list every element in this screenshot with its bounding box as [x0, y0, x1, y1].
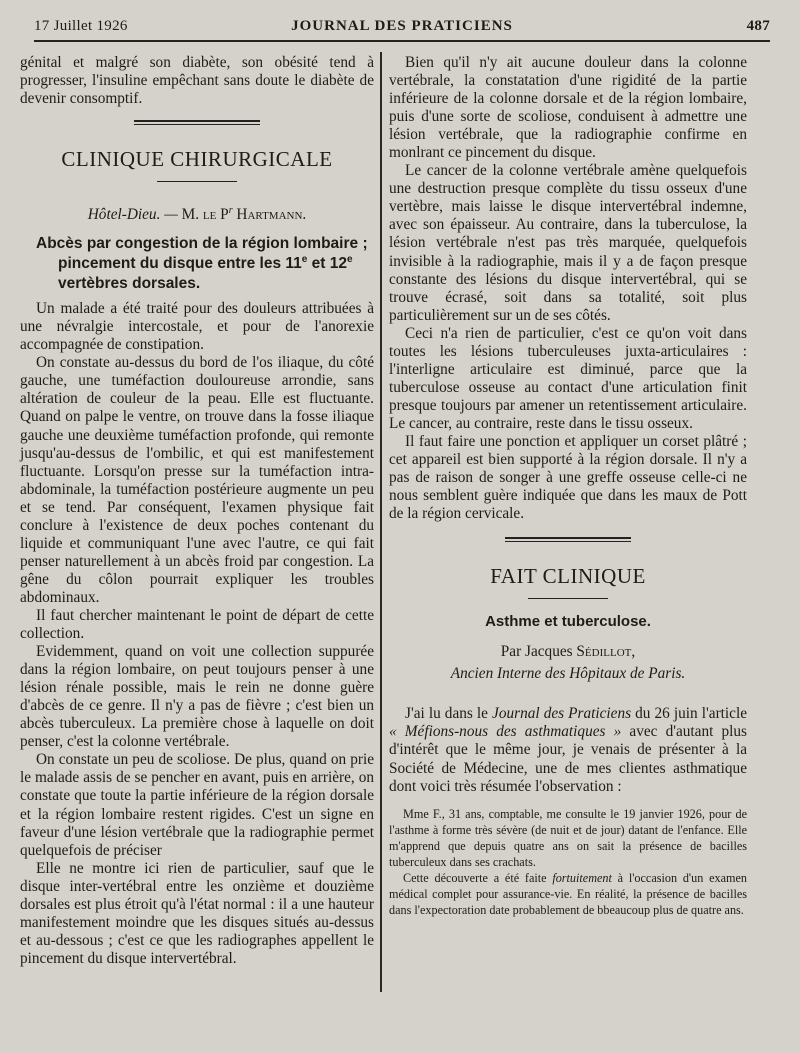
double-rule [505, 537, 631, 542]
case-title-asthme: Asthme et tuberculose. [485, 613, 651, 631]
body-text: J'ai lu dans le [405, 705, 493, 723]
case-title-text: et 12 [307, 255, 347, 273]
article-reference: « Méfions-nous des asthmatiques » [389, 723, 622, 741]
author-affiliation: Ancien Interne des Hôpitaux de Paris. [450, 665, 686, 683]
observation-italic: fortuitement [552, 870, 612, 885]
body-paragraph: Le cancer de la colonne vertébrale amène quelquefois une destruction presque complète du tissu osseux d'une vertèbre, mais laisse le disque intervertébral indemne, avec son épaisseur. Au contraire, dans la tuberculose, la lésion vertébrale n'est pas très marquée, quelquefois invisible à la radiographie, mais il y a de façon presque constante des lésions du disque intervertébral, qui se trouve écrasé, soit dans sa totalité, soit plus particulièrement sur un de ses côtés. [389, 162, 747, 324]
body-paragraph: Un malade a été traité pour des douleurs attribuées à une névralgie intercostale, et pour de l'anorexie accompagnée de constipation. [20, 300, 374, 354]
case-title-text: Abcès par congestion de la région lombaire ; pincement du disque entre les 11 [36, 235, 368, 273]
hospital-line [20, 206, 374, 224]
right-column [389, 54, 747, 918]
observation-block [389, 806, 747, 918]
intro-paragraph: génital et malgré son diabète, son obésité tend à progresser, l'insuline empêchant sans doute le diabète de devenir consomptif. [20, 54, 374, 108]
body-paragraph: On constate au-dessus du bord de l'os iliaque, du côté gauche, une tuméfaction douloureuse arrondie, sans altération de couleur de la peau. Elle est fluctuante. Quand on palpe le ventre, on trouve dans la fosse iliaque gauche une deuxième tuméfaction profonde, qui remonte jusqu'au-dessus de l'ombilic, et qui est manifestement fluctuante. Lorsqu'on presse sur la tuméfaction intra-abdominale, la tuméfaction postérieure augmente un peu et se tend. Par conséquent, l'examen physique fait conclure à l'existence de deux poches contenant du liquide et communiquant l'une avec l'autre, ce qui fait penser naturellement à un abcès froid par congestion. La gêne du côlon pourrait expliquer les troubles abdominaux. [20, 354, 374, 606]
professor-sup: r [228, 205, 233, 217]
issue-date: 17 Juillet 1926 [34, 18, 128, 34]
running-header [34, 18, 770, 42]
body-text: du 26 juin l'article [631, 705, 747, 723]
body-text: avec d'autant plus d'intérêt que le même jour, je venais de présenter à la Société de Médecine, une de mes clientes asthmatique dont voici très résumée l'observation : [389, 723, 747, 795]
body-paragraph: Ceci n'a rien de particulier, c'est ce qu'on voit dans toutes les lésions tuberculeuses juxta-articulaires : l'interligne articulaire est diminué, parce que la tuberculose osseuse au contact d'une articulation finit presque toujours par amener un retentissement articulaire. Le cancer, au contraire, reste dans le tissu osseux. [389, 324, 747, 432]
observation-text: à l'occasion d'un examen médical complet pour assurance-vie. En réalité, la présence de bacilles dans l'expectoration date probablement de bbeaucoup plus de quatre ans. [389, 870, 747, 917]
observation-text: Cette découverte a été faite [403, 870, 553, 885]
author-line [389, 643, 747, 661]
body-paragraph [389, 705, 747, 795]
journal-title: JOURNAL DES PRATICIENS [291, 18, 513, 34]
observation-paragraph: Mme F., 31 ans, comptable, me consulte le 19 janvier 1926, pour de l'asthme à forme très sévère (de nuit et de jour) datant de l'enfance. Elle m'apprend que depuis quatre ans on sait la présence de bacilles tuberculeux dans ses crachats. [389, 806, 747, 869]
author-prefix: Par Jacques [500, 643, 573, 661]
section-title-clinique-chirurgicale: CLINIQUE CHIRURGICALE [61, 147, 333, 172]
case-title-text: vertèbres dorsales. [58, 275, 201, 293]
hospital-dash: — [164, 206, 178, 224]
body-paragraph: Bien qu'il n'y ait aucune douleur dans la colonne vertébrale, la constatation d'une rigidité de la partie inférieure de la colonne dorsale et de la région lombaire, puis d'une sorte de scoliose, conduisent à admettre une lésion vertébrale, que la radiographie confirme en monlrant ce pincement du disque. [389, 54, 747, 162]
case-title-abces [20, 234, 374, 294]
page-number: 487 [746, 18, 770, 34]
case-title-sup: e [301, 254, 308, 266]
author-name: Sédillot, [576, 643, 636, 661]
body-paragraph: On constate un peu de scoliose. De plus, quand on prie le malade assis de se pencher en avant, puis en arrière, on constate que toute la partie inférieure de la région dorsale et la région lombaire restent rigides. C'est un signe en faveur d'une lésion vertébrale que la radiographie permet quelquefois de préciser [20, 751, 374, 859]
body-paragraph: Elle ne montre ici rien de particulier, sauf que le disque inter-vertébral entre les onzième et douzième dorsales est plus étroit qu'à l'état normal : il a une hauteur manifestement moindre que les disques situés au-dessus et au-dessous ; c'est ce que les radiographes appellent le pincement du disque intervertébral. [20, 859, 374, 967]
left-column [20, 54, 374, 968]
journal-reference: Journal des Praticiens [492, 705, 632, 723]
body-paragraph: Evidemment, quand on voit une collection suppurée dans la région lombaire, on peut toujours penser à une lésion rénale possible, mais le rein ne donne guère d'abcès de ce genre. Il n'y a pas de fièvre ; c'est bien un abcès tuberculeux. La première chose à laquelle on doit penser, c'est la colonne vertébrale. [20, 643, 374, 751]
observation-paragraph [389, 870, 747, 918]
section-underline [528, 598, 608, 599]
section-title-fait-clinique: FAIT CLINIQUE [490, 564, 646, 589]
hospital-place: Hôtel-Dieu. [87, 206, 161, 224]
professor-prefix: M. le P [181, 206, 229, 224]
double-rule [134, 120, 260, 125]
column-divider [380, 52, 382, 992]
case-title-sup: e [346, 254, 353, 266]
professor-name: Hartmann. [236, 206, 307, 224]
body-paragraph: Il faut faire une ponction et appliquer un corset plâtré ; cet appareil est bien supporté à la région dorsale. Il n'y a pas de raison de songer à une greffe osseuse celle-ci ne nous semblent guère indiquée que dans les maux de Pott de la région cervicale. [389, 432, 747, 523]
section-underline [157, 181, 237, 182]
body-paragraph: Il faut chercher maintenant le point de départ de cette collection. [20, 606, 374, 643]
